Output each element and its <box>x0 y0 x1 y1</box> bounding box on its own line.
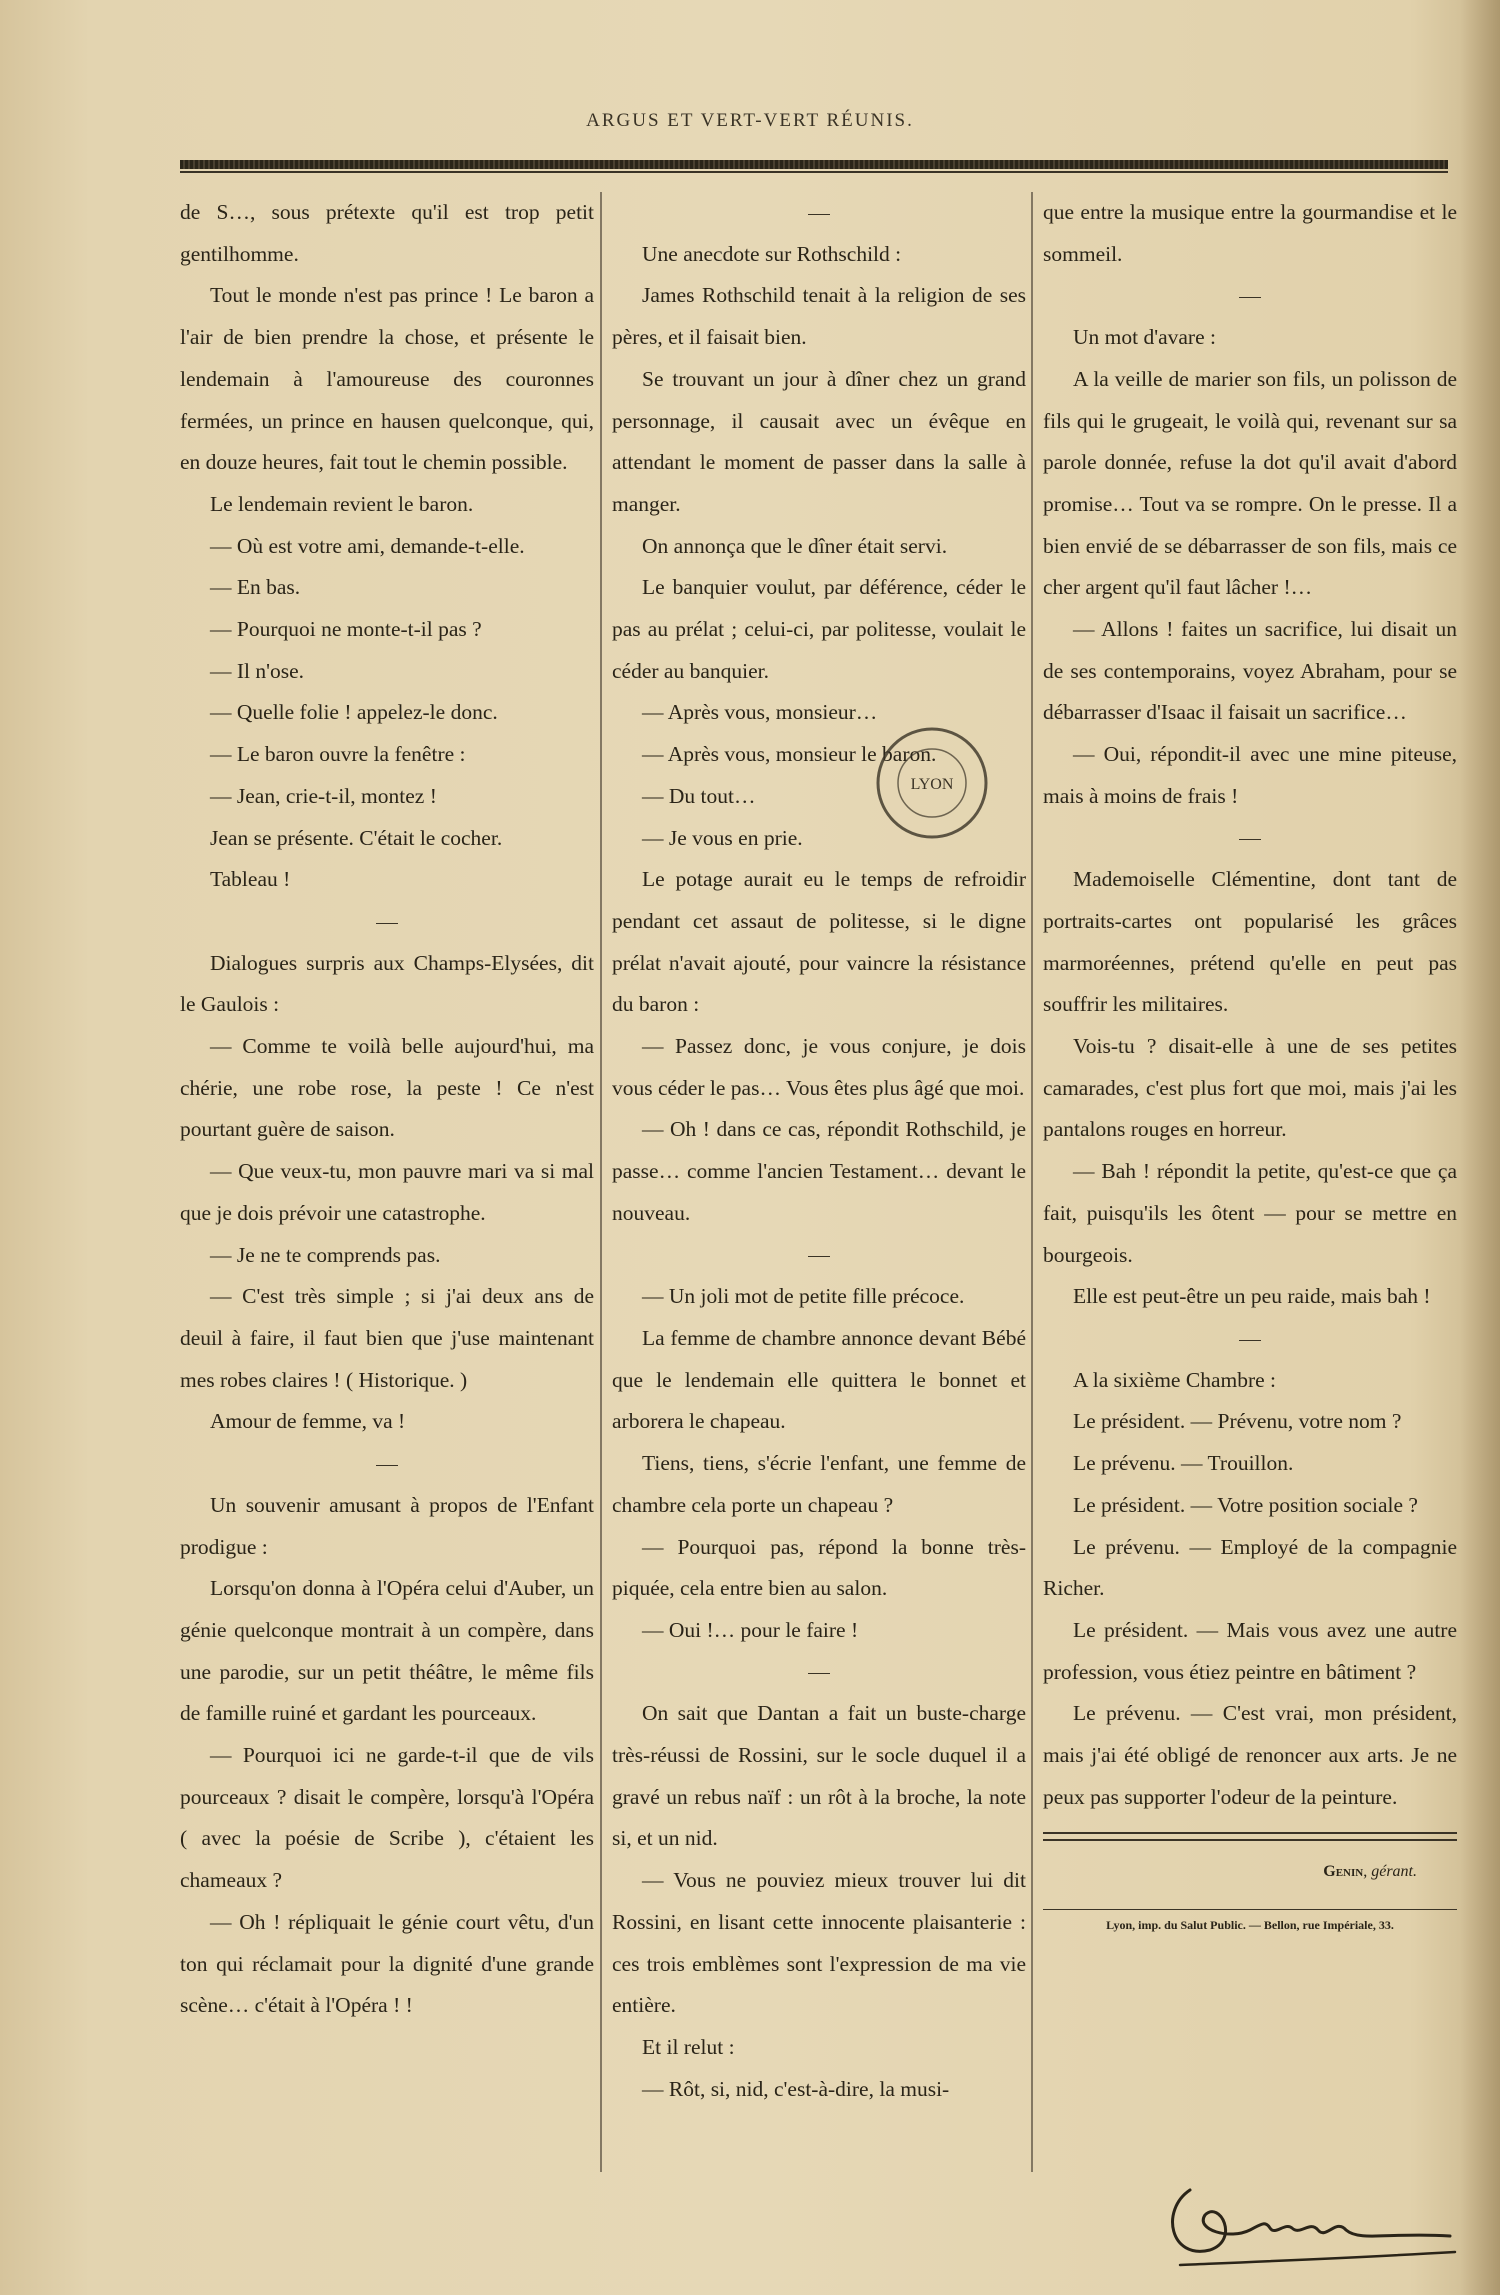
paragraph: — Un joli mot de petite fille précoce. <box>642 1284 965 1309</box>
column-3 <box>1043 192 1457 1934</box>
paragraph: A la sixième Chambre : <box>1073 1367 1277 1392</box>
paragraph: — Le baron ouvre la fenêtre : <box>210 742 466 767</box>
paragraph: — Pourquoi ici ne garde-t-il que de vils pourceaux ? disait le compère, lorsqu'à l'Opéra ( avec la poésie de Scribe ), c'étaient les chameaux ? <box>180 1743 594 1893</box>
svg-text:LYON: LYON <box>910 776 954 793</box>
paragraph: — Oui !… pour le faire ! <box>642 1617 859 1642</box>
gerant-line: Genin, gérant. <box>1323 1863 1417 1881</box>
paragraph: On sait que Dantan a fait un buste-charge très-réussi de Rossini, sur le socle duquel il a gravé un rebus naïf : un rôt à la broche, la note si, et un nid. <box>612 1701 1026 1851</box>
paragraph: — Pourquoi pas, répond la bonne très-piquée, cela entre bien au salon. <box>612 1534 1026 1601</box>
paragraph: Lorsqu'on donna à l'Opéra celui d'Auber, un génie quelconque montrait à un compère, dans une parodie, sur un petit théâtre, le même fils de famille ruiné et gardant les pourceaux. <box>180 1576 594 1726</box>
gerant-name: Genin <box>1323 1863 1364 1881</box>
paragraph: — Après vous, monsieur… <box>642 700 878 725</box>
paragraph: — Allons ! faites un sacrifice, lui disait un de ses contemporains, voyez Abraham, pour se débarrasser d'Isaac il faisait un sacrifice… <box>1043 617 1457 725</box>
section-separator <box>180 1443 594 1485</box>
section-separator <box>1043 275 1457 317</box>
signature-icon <box>1150 2170 1470 2280</box>
paragraph: — Où est votre ami, demande-t-elle. <box>210 533 525 558</box>
paragraph: On annonça que le dîner était servi. <box>642 533 948 558</box>
library-stamp-icon <box>872 723 992 843</box>
paragraph: — C'est très simple ; si j'ai deux ans de deuil à faire, il faut bien que j'use maintenant mes robes claires ! ( Historique. ) <box>180 1284 594 1392</box>
paragraph: Le lendemain revient le baron. <box>210 491 474 516</box>
imprint: Lyon, imp. du Salut Public. — Bellon, rue Impériale, 33. <box>1106 1918 1394 1933</box>
paragraph: Se trouvant un jour à dîner chez un grand personnage, il causait avec un évêque en attendant le moment de passer dans la salle à manger. <box>612 366 1026 516</box>
paragraph: Le président. — Mais vous avez une autre profession, vous étiez peintre en bâtiment ? <box>1043 1617 1457 1684</box>
paragraph: — Vous ne pouviez mieux trouver lui dit Rossini, en lisant cette innocente plaisanterie : ces trois emblèmes sont l'expression de ma vie entière. <box>612 1868 1026 2018</box>
paragraph: — Que veux-tu, mon pauvre mari va si mal que je dois prévoir une catastrophe. <box>180 1159 594 1225</box>
section-separator <box>612 1652 1026 1694</box>
paragraph: Et il relut : <box>642 2034 735 2059</box>
column-2 <box>612 192 1026 2110</box>
column-divider-1 <box>600 192 602 2172</box>
paragraph: Le président. — Prévenu, votre nom ? <box>1073 1409 1402 1434</box>
paragraph: — Quelle folie ! appelez-le donc. <box>210 700 498 725</box>
paragraph: — Rôt, si, nid, c'est-à-dire, la musi- <box>642 2076 950 2101</box>
paragraph: — Du tout… <box>642 783 756 808</box>
paragraph: Tout le monde n'est pas prince ! Le baron a l'air de bien prendre la chose, et présente le lendemain à l'amoureuse des couronnes fermées, un prince en hausen quelconque, qui, en douze heures, fait tout le chemin possible. <box>180 283 594 475</box>
paragraph: Le président. — Votre position sociale ? <box>1073 1492 1418 1517</box>
paragraph: Le banquier voulut, par déférence, céder le pas au prélat ; celui-ci, par politesse, voulait le céder au banquier. <box>612 575 1026 683</box>
header-rule-thin <box>180 171 1448 173</box>
section-separator <box>180 901 594 943</box>
imprint-rule <box>1043 1909 1457 1910</box>
paragraph: Le potage aurait eu le temps de refroidir pendant cet assaut de politesse, si le digne prélat n'avait ajouté, pour vaincre la résistance du baron : <box>612 867 1026 1017</box>
paragraph: Le prévenu. — Trouillon. <box>1073 1451 1294 1476</box>
paragraph: Le prévenu. — C'est vrai, mon président, mais j'ai été obligé de renoncer aux arts. Je ne peux pas supporter l'odeur de la peinture. <box>1043 1701 1457 1809</box>
paragraph: — Jean, crie-t-il, montez ! <box>210 783 437 808</box>
paragraph: Tableau ! <box>210 867 291 892</box>
section-separator <box>612 1235 1026 1277</box>
paragraph: A la veille de marier son fils, un polisson de fils qui le grugeait, le voilà qui, revenant sur sa parole donnée, refuse la dot qu'il avait d'abord promise… Tout va se rompre. On le presse. Il a bien envié de se débarrasser de son fils, mais ce cher argent qu'il faut lâcher !… <box>1043 366 1457 600</box>
paragraph: — Après vous, monsieur le baron. <box>642 742 937 767</box>
paragraph: Vois-tu ? disait-elle à une de ses petites camarades, c'est plus fort que moi, mais j'ai les pantalons rouges en horreur. <box>1043 1034 1457 1142</box>
column-1 <box>180 192 594 2027</box>
gerant-role: gérant. <box>1371 1863 1417 1881</box>
paragraph: — En bas. <box>210 575 301 600</box>
section-separator <box>1043 818 1457 860</box>
paragraph: Amour de femme, va ! <box>210 1409 406 1434</box>
paragraph: que entre la musique entre la gourmandise et le sommeil. <box>1043 200 1457 266</box>
running-header: ARGUS ET VERT-VERT RÉUNIS. <box>586 110 914 131</box>
paragraph: Le prévenu. — Employé de la compagnie Richer. <box>1043 1534 1457 1601</box>
paragraph: Tiens, tiens, s'écrie l'enfant, une femme de chambre cela porte un chapeau ? <box>612 1451 1026 1517</box>
section-separator <box>1043 1318 1457 1360</box>
paragraph: La femme de chambre annonce devant Bébé que le lendemain elle quittera le bonnet et arborera le chapeau. <box>612 1325 1026 1434</box>
paragraph: James Rothschild tenait à la religion de ses pères, et il faisait bien. <box>612 283 1026 350</box>
paragraph: — Oh ! dans ce cas, répondit Rothschild, je passe… comme l'ancien Testament… devant le nouveau. <box>612 1117 1026 1225</box>
column-divider-2 <box>1031 192 1033 2172</box>
paragraph: — Pourquoi ne monte-t-il pas ? <box>210 617 482 642</box>
page-edge-shadow <box>1460 0 1500 2295</box>
paragraph: Un mot d'avare : <box>1073 325 1216 350</box>
paragraph: — Je vous en prie. <box>642 825 803 850</box>
paragraph: Dialogues surpris aux Champs-Elysées, dit le Gaulois : <box>180 950 594 1017</box>
paragraph: de S…, sous prétexte qu'il est trop petit gentilhomme. <box>180 200 594 266</box>
paragraph: — Oui, répondit-il avec une mine piteuse, mais à moins de frais ! <box>1043 742 1457 808</box>
paragraph: — Je ne te comprends pas. <box>210 1242 441 1267</box>
paragraph: — Il n'ose. <box>210 658 305 683</box>
paragraph: — Bah ! répondit la petite, qu'est-ce que ça fait, puisqu'ils les ôtent — pour se mettre en bourgeois. <box>1043 1159 1457 1267</box>
paragraph: Mademoiselle Clémentine, dont tant de portraits-cartes ont popularisé les grâces marmoréennes, prétend qu'elle en peut pas souffrir les militaires. <box>1043 867 1457 1017</box>
paragraph: Elle est peut-être un peu raide, mais bah ! <box>1073 1284 1431 1309</box>
paragraph: — Passez donc, je vous conjure, je dois vous céder le pas… Vous êtes plus âgé que moi. <box>612 1034 1026 1100</box>
end-rule <box>1043 1832 1457 1841</box>
paragraph: Une anecdote sur Rothschild : <box>642 241 902 266</box>
header-rule <box>180 160 1448 169</box>
section-separator <box>612 192 1026 234</box>
paragraph: Jean se présente. C'était le cocher. <box>210 825 503 850</box>
paragraph: — Oh ! répliquait le génie court vêtu, d'un ton qui réclamait pour la dignité d'une grande scène… c'était à l'Opéra ! ! <box>180 1909 594 2018</box>
paragraph: Un souvenir amusant à propos de l'Enfant prodigue : <box>180 1492 594 1559</box>
column-3-body <box>1043 192 1457 1818</box>
paragraph: — Comme te voilà belle aujourd'hui, ma chérie, une robe rose, la peste ! Ce n'est pourtant guère de saison. <box>180 1034 594 1142</box>
